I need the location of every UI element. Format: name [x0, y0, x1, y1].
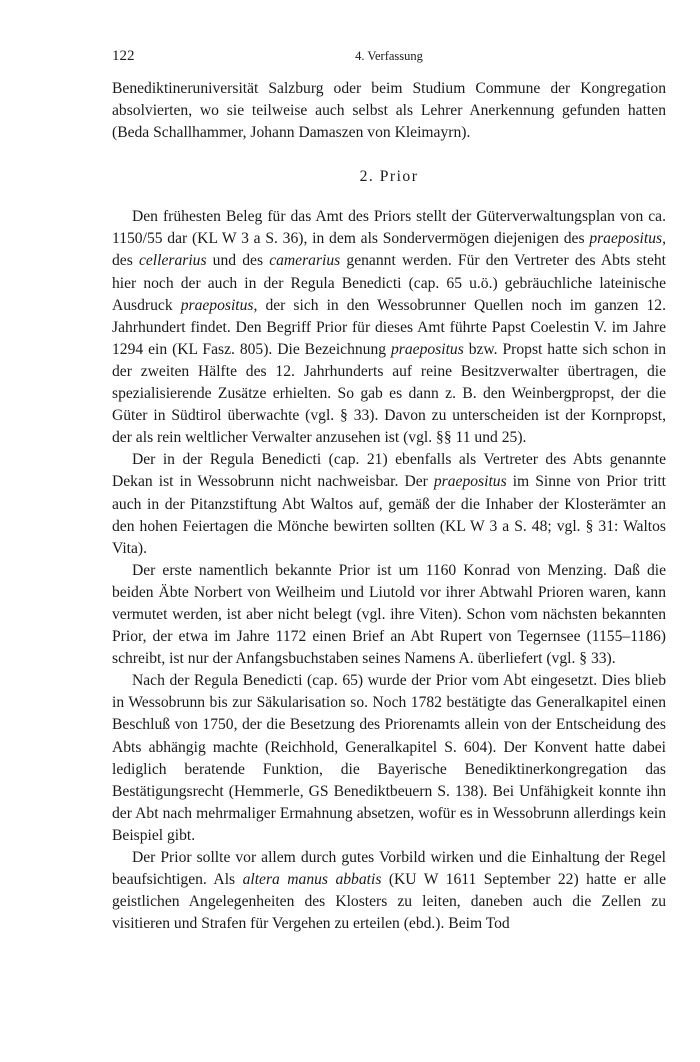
intro-paragraph: Benediktineruniversität Salzburg oder beim Studium Commune der Kongregation absolvierten, wo sie teilweise auch selbst als Lehrer Anerkennung gefunden hatten (Beda Schallhammer, Johann Damaszen von Kleimayrn). — [112, 80, 666, 142]
section-heading: 2. Prior — [359, 168, 419, 186]
latin-term: praepositus — [589, 230, 663, 248]
text-run: Den frühesten Beleg für das Amt des Priors stellt der Güterverwaltungsplan von ca. 1150/55 dar (KL W 3 a S. 36), in dem als Sondervermögen diejenigen des — [112, 208, 666, 248]
text-run: genannt werden. Für den Vertreter des Abts steht hier noch der auch in der Regula Benedicti (cap. 65 u.ö.) gebräuchliche lateinische Ausdruck — [112, 252, 666, 314]
text-run: , der sich in den Wessobrunner Quellen noch im ganzen 12. Jahrhundert findet. Den Begriff Prior für dieses Amt führte Papst Coelestin V. im Jahre 1294 ein (KL Fasz. 805). Die Bezeichnung — [112, 296, 666, 358]
latin-term: praepositus — [180, 296, 254, 314]
latin-term: altera manus abbatis — [242, 871, 382, 889]
text-run: bzw. Propst hatte sich schon in der zweiten Hälfte des 12. Jahrhunderts auf reine Besitzverwalter übertragen, die spezialisierende Zusätze erhielten. So gab es dann z. B. den Weinbergpropst, der die Güter in Südtirol überwachte (vgl. § 33). Davon zu unterscheiden ist der Kornpropst, der als rein weltlicher Verwalter anzusehen ist (vgl. §§ 11 und 25). — [112, 340, 666, 447]
latin-term: praepositus — [391, 340, 464, 358]
text-run: Der Prior sollte vor allem durch gutes Vorbild wirken und die Einhaltung der Regel beaufsichtigen. Als — [112, 849, 666, 889]
text-run: (KU W 1611 September 22) hatte er alle geistlichen Angelegenheiten des Klosters zu leiten, daneben auch die Zellen zu visitieren und Strafen für Vergehen zu erteilen (ebd.). Beim Tod — [112, 871, 666, 933]
page-number: 122 — [112, 48, 135, 64]
book-page — [112, 48, 666, 935]
latin-term: praepositus — [433, 473, 507, 491]
latin-term: camerarius — [269, 252, 341, 270]
latin-term: cellerarius — [138, 252, 207, 270]
paragraph-5 — [112, 847, 666, 935]
chapter-title: 4. Verfassung — [355, 49, 423, 63]
paragraph-3: Der erste namentlich bekannte Prior ist um 1160 Konrad von Menzing. Daß die beiden Äbte Norbert von Weilheim und Liutold vor ihrer Abtwahl Prioren waren, kann vermutet werden, ist aber nicht belegt (vgl. ihre Viten). Schon vom nächsten bekannten Prior, der etwa im Jahre 1172 einen Brief an Abt Rupert von Tegernsee (1155–1186) schreibt, ist nur der Anfangsbuchstaben seines Namens A. überliefert (vgl. § 33). — [112, 561, 666, 668]
paragraph-1 — [112, 206, 666, 449]
text-run: Der in der Regula Benedicti (cap. 21) ebenfalls als Vertreter des Abts genannte Dekan ist in Wessobrunn nicht nachweisbar. Der — [112, 451, 666, 491]
paragraph-2 — [112, 449, 666, 559]
running-head — [112, 48, 666, 70]
paragraph-4: Nach der Regula Benedicti (cap. 65) wurde der Prior vom Abt eingesetzt. Dies blieb in Wessobrunn bis zur Säkularisation so. Noch 1782 bestätigte das Generalkapitel einen Beschluß von 1750, der die Besetzung des Priorenamts allein von der Entscheidung des Abts abhängig machte (Reichhold, Generalkapitel S. 604). Der Konvent hatte dabei lediglich beratende Funktion, die Bayerische Benediktinerkongregation das Bestätigungsrecht (Hemmerle, GS Benediktbeuern S. 138). Bei Unfähigkeit konnte ihn der Abt nach mehrmaliger Ermahnung absetzen, wofür es in Wessobrunn allerdings kein Beispiel gibt. — [112, 672, 666, 844]
text-run: im Sinne von Prior tritt auch in der Pitanzstiftung Abt Waltos auf, gemäß der die Inhaber der Klosterämter an den hohen Feiertagen die Mönche bewirten sollten (KL W 3 a S. 48; vgl. § 31: Waltos Vita). — [112, 473, 666, 557]
body-text — [112, 78, 666, 935]
text-run: , des — [112, 230, 666, 270]
text-run: und des — [206, 252, 270, 270]
